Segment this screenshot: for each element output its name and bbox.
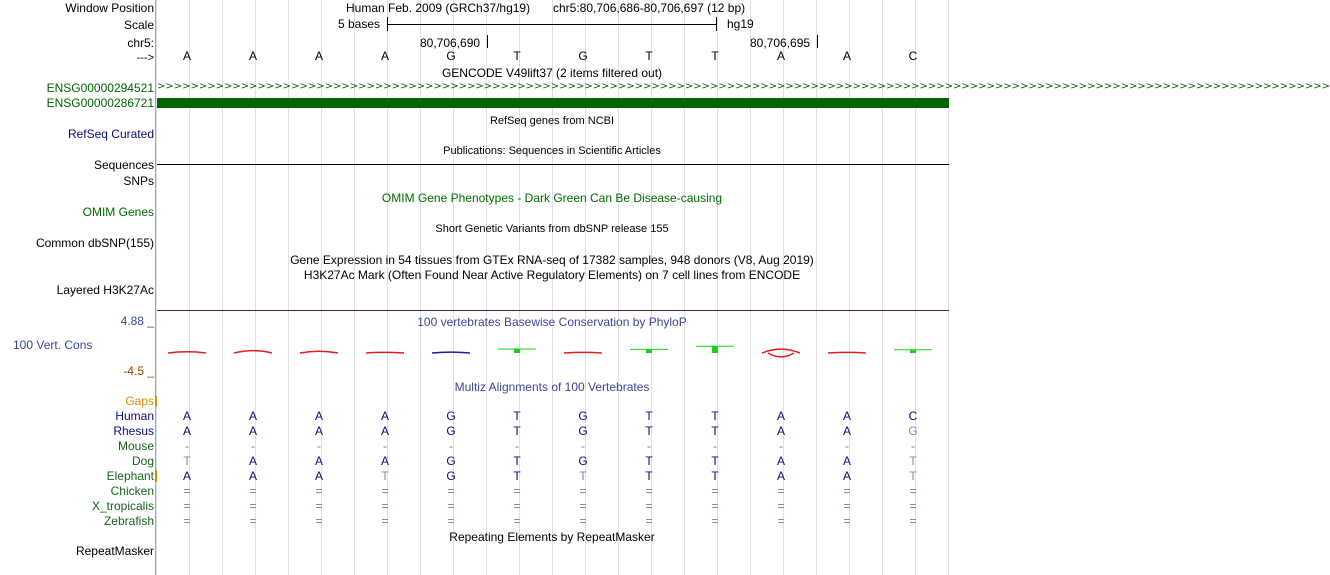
reference-base: T [711,49,719,63]
alignment-base: = [711,499,719,513]
dbsnp-track-title[interactable]: Short Genetic Variants from dbSNP release 155 [435,223,669,235]
scale-label: Scale [123,18,154,32]
alignment-base: = [711,514,719,528]
gtex-track-title[interactable]: Gene Expression in 54 tissues from GTEx RNA-seq of 17382 samples, 948 donors (V8, Aug 2019) [290,253,814,267]
reference-base: A [182,49,192,63]
alignment-base: = [249,484,257,498]
alignment-base: - [647,439,651,453]
alignment-base: G [578,409,588,423]
alignment-base: G [446,409,456,423]
alignment-base: = [843,514,851,528]
reference-base: A [776,49,786,63]
species-label[interactable]: Mouse [117,439,154,453]
alignment-base: T [645,424,653,438]
alignment-base: = [777,484,785,498]
alignment-base: G [578,454,588,468]
publications-sequence-line [157,164,949,165]
reference-base: G [578,49,588,63]
alignment-base: = [843,499,851,513]
reference-base: C [908,49,918,63]
reference-base: G [446,49,456,63]
species-label[interactable]: Human [115,409,154,423]
conservation-wiggle [300,351,338,353]
conservation-wiggle [432,352,470,353]
scale-bar [388,24,717,25]
alignment-base: C [908,409,918,423]
alignment-base: - [449,439,453,453]
alignment-base: A [182,409,192,423]
alignment-base: - [581,439,585,453]
gaps-tick [155,396,157,406]
conservation-wiggle [366,352,404,353]
dbsnp-track-label[interactable]: Common dbSNP(155) [35,236,154,250]
alignment-base: - [911,439,915,453]
alignment-base: A [842,469,852,483]
alignment-base: = [645,484,653,498]
species-label[interactable]: Dog [131,454,154,468]
alignment-base: T [711,454,719,468]
alignment-base: = [381,484,389,498]
h3k27ac-track-title[interactable]: H3K27Ac Mark (Often Found Near Active Regulatory Elements) on 7 cell lines from ENCODE [303,268,801,282]
conservation-bar [646,349,652,353]
gene-item-label-1[interactable]: ENSG00000294521 [46,81,154,95]
alignment-base: = [183,499,191,513]
gene-item-label-2[interactable]: ENSG00000286721 [46,96,154,110]
alignment-base: A [776,409,786,423]
alignment-base: G [446,454,456,468]
alignment-base: = [315,514,323,528]
alignment-base: = [183,484,191,498]
conservation-track-title[interactable]: 100 vertebrates Basewise Conservation by PhyloP [417,315,687,329]
alignment-base: T [381,469,389,483]
species-label[interactable]: Rhesus [113,424,154,438]
gene-item-1-intron[interactable] [157,81,1330,93]
alignment-base: = [579,499,587,513]
conservation-min-label: -4.5 _ [123,364,154,378]
alignment-base: A [182,469,192,483]
species-label[interactable]: Chicken [110,484,154,498]
alignment-base: A [380,454,390,468]
alignment-base: G [908,424,918,438]
alignment-base: A [248,469,258,483]
conservation-wiggle [168,352,206,353]
reference-base: T [645,49,653,63]
conservation-max-label: 4.88 _ [120,314,154,328]
reference-base: T [513,49,521,63]
coordinate-tick-mark-1 [487,35,488,48]
alignment-base: - [251,439,255,453]
alignment-base: A [314,454,324,468]
alignment-base: = [843,484,851,498]
alignment-base: - [845,439,849,453]
alignment-base: = [381,499,389,513]
alignment-base: A [842,454,852,468]
gene-item-1-strand-arrows: >>>>>>>>>>>>>>>>>>>>>>>>>>>>>>>>>>>>>>>>>>>>>>>>>>>>>>>>>>>>>>>>>>>>>>>>>>>>>>>>>>>>>>>>>>>>>>>>>>>>>>>>>>>>>>>>>>>>>>>>>>>>>>>>>>>>>>>>>>>> [157,81,1330,92]
genomic-position[interactable]: chr5:80,706,686-80,706,697 (12 bp) [553,1,746,15]
alignment-base: - [779,439,783,453]
alignment-base: = [447,499,455,513]
alignment-base: T [909,469,917,483]
alignment-base: T [645,469,653,483]
reference-base: A [314,49,324,63]
alignment-base: T [183,454,191,468]
alignment-base: A [248,424,258,438]
alignment-base: T [645,454,653,468]
alignment-base: T [711,409,719,423]
reference-base: A [380,49,390,63]
alignment-base: = [645,514,653,528]
alignment-base: A [776,424,786,438]
coordinate-tick-2: 80,706,695 [750,36,811,50]
elephant-gap-tick [155,470,157,482]
alignment-base: G [446,424,456,438]
coordinate-tick-mark-2 [817,35,818,48]
scale-assembly: hg19 [727,17,754,31]
h3k27ac-track-label[interactable]: Layered H3K27Ac [56,283,154,297]
alignment-base: T [909,454,917,468]
chromosome-label: chr5: [127,36,154,50]
alignment-base: T [513,424,521,438]
species-label[interactable]: X_tropicalis [91,499,154,513]
refseq-track-label[interactable]: RefSeq Curated [67,127,154,141]
conservation-track-label[interactable]: 100 Vert. Cons [13,338,93,352]
alignment-base: G [578,424,588,438]
alignment-base: A [314,469,324,483]
alignment-base: - [383,439,387,453]
alignment-base: = [909,499,917,513]
gaps-label: Gaps [125,394,154,408]
alignment-base: A [842,409,852,423]
alignment-base: A [314,424,324,438]
conservation-wiggle [762,349,800,353]
alignment-base: = [513,499,521,513]
h3k27ac-baseline [157,310,949,311]
alignment-base: = [645,499,653,513]
strand-arrow-label: ---> [136,52,154,64]
assembly-name: Human Feb. 2009 (GRCh37/hg19) [346,1,531,15]
alignment-base: = [513,514,521,528]
alignment-base: T [513,409,521,423]
alignment-base: = [909,514,917,528]
repeatmasker-track-label[interactable]: RepeatMasker [75,544,154,558]
alignment-base: A [248,409,258,423]
omim-track-title[interactable]: OMIM Gene Phenotypes - Dark Green Can Be Disease-causing [381,191,723,205]
alignment-base: T [645,409,653,423]
alignment-base: T [711,424,719,438]
alignment-base: A [380,409,390,423]
publications-track-title[interactable]: Publications: Sequences in Scientific Articles [443,145,661,157]
conservation-wiggle [828,352,866,353]
alignment-base: A [776,454,786,468]
alignment-base: = [447,514,455,528]
alignment-base: = [249,514,257,528]
alignment-base: A [380,424,390,438]
conservation-bar [514,349,520,353]
alignment-base: T [513,454,521,468]
scale-bar-right-tick [716,17,717,31]
alignment-base: = [909,484,917,498]
alignment-base: - [185,439,189,453]
alignment-base: = [711,484,719,498]
snps-track-label[interactable]: SNPs [123,174,154,188]
alignment-base: = [315,499,323,513]
repeatmasker-track-title[interactable]: Repeating Elements by RepeatMasker [449,530,655,544]
alignment-base: = [381,514,389,528]
alignment-base: G [446,469,456,483]
alignment-base: - [317,439,321,453]
alignment-base: = [579,514,587,528]
alignment-base: = [183,514,191,528]
alignment-base: = [513,484,521,498]
alignment-base: A [776,469,786,483]
species-label[interactable]: Elephant [106,469,154,483]
scale-bar-left-tick [387,17,388,31]
alignment-base: T [513,469,521,483]
conservation-wiggle [234,351,272,353]
sequences-track-label[interactable]: Sequences [93,158,154,172]
alignment-base: = [777,499,785,513]
alignment-base: = [777,514,785,528]
reference-base: A [842,49,852,63]
omim-track-label[interactable]: OMIM Genes [82,205,154,219]
refseq-track-title[interactable]: RefSeq genes from NCBI [489,115,615,127]
scale-size: 5 bases [338,17,381,31]
gene-item-2-exon-block[interactable] [157,98,949,108]
alignment-base: = [579,484,587,498]
conservation-wiggle [564,352,602,353]
conservation-wiggle [768,353,794,357]
gencode-track-title[interactable]: GENCODE V49lift37 (2 items filtered out) [441,66,663,80]
alignment-base: = [315,484,323,498]
alignment-base: = [447,484,455,498]
species-label[interactable]: Zebrafish [103,514,154,528]
alignment-base: T [579,469,587,483]
conservation-wiggle-plot[interactable] [157,338,949,368]
alignment-base: A [314,409,324,423]
alignment-base: - [515,439,519,453]
multiz-track-title[interactable]: Multiz Alignments of 100 Vertebrates [454,380,650,394]
window-position-label: Window Position [65,1,154,15]
alignment-base: T [711,469,719,483]
alignment-base: A [248,454,258,468]
coordinate-tick-1: 80,706,690 [420,36,481,50]
alignment-base: A [842,424,852,438]
alignment-base: A [182,424,192,438]
alignment-base: = [249,499,257,513]
conservation-bar [712,346,718,353]
reference-base: A [248,49,258,63]
alignment-base: - [713,439,717,453]
